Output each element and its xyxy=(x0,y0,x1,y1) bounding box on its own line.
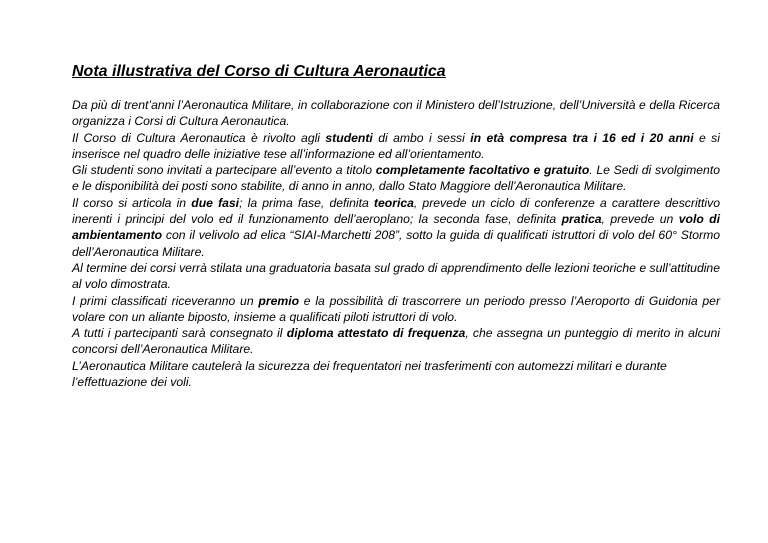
highlight-diploma: diploma attestato di frequenza xyxy=(286,326,466,341)
paragraph-text: ; la prima fase, definita xyxy=(239,195,374,210)
paragraph-text: e si inserisce nel quadro delle iniziative tese all’informazione ed all’orientamento. xyxy=(72,130,720,161)
paragraph-text: , prevede un xyxy=(601,212,679,227)
paragraph-text: A tutti i partecipanti sarà consegnato il xyxy=(72,326,287,341)
document-title: Nota illustrativa del Corso di Cultura Aeronautica xyxy=(72,63,446,80)
paragraph-text: Da più di trent’anni l’Aeronautica Militare, in collaborazione con il Ministero dell’Istruzione, dell’Università e della Ricerca organizza i Corsi di Cultura Aeronautica. xyxy=(72,98,720,129)
paragraph-text: I primi classificati riceveranno un xyxy=(72,293,259,308)
highlight-prize: premio xyxy=(258,293,300,308)
paragraph-ranking xyxy=(72,260,720,293)
paragraph-participation xyxy=(72,162,720,195)
paragraph-safety xyxy=(72,358,720,391)
highlight-studenti: studenti xyxy=(325,130,373,145)
paragraph-text: Al termine dei corsi verrà stilata una graduatoria basata sul grado di apprendimento delle lezioni teoriche e sull’attitudine al volo dimostrata. xyxy=(72,260,720,292)
paragraph-intro xyxy=(72,97,720,130)
highlight-two-phases: due fasi xyxy=(191,195,240,210)
paragraph-target-students xyxy=(72,130,720,163)
paragraph-text: Il corso si articola in xyxy=(72,195,192,210)
paragraph-text: con il velivolo ad elica “SIAI-Marchetti 208”, sotto la guida di qualificati istruttori di volo del 60° Stormo dell’Aeronautica Militare. xyxy=(72,228,720,259)
paragraph-diploma xyxy=(72,325,720,358)
paragraph-text: e la possibilità di trascorrere un periodo presso l’Aeroporto di Guidonia per volare con un aliante biposto, insieme a qualificati piloti istruttori di volo. xyxy=(72,293,721,324)
paragraph-prize xyxy=(72,293,720,326)
paragraph-text: Gli studenti sono invitati a partecipare all’evento a titolo xyxy=(72,163,376,178)
paragraph-course-phases xyxy=(72,195,720,260)
paragraph-text: . Le Sedi di svolgimento e le disponibilità dei posti sono stabilite, di anno in anno, dallo Stato Maggiore dell'Aeronautica Militare. xyxy=(72,163,720,194)
paragraph-text: di ambo i sessi xyxy=(372,130,471,145)
highlight-flight: volo di ambientamento xyxy=(72,212,720,243)
highlight-theory: teorica xyxy=(373,195,414,210)
paragraph-text: , prevede un ciclo di conferenze a carattere descrittivo inerenti i principi del volo ed il funzionamento dell’aeroplano; la seconda fase, definita xyxy=(72,195,721,227)
highlight-free-optional: completamente facoltativo e gratuito xyxy=(375,163,590,178)
highlight-practice: pratica xyxy=(561,212,602,227)
highlight-age-range: in età compresa tra i 16 ed i 20 anni xyxy=(470,130,694,145)
paragraph-text: L’Aeronautica Militare cautelerà la sicurezza dei frequentatori nei trasferimenti con automezzi militari e durante l’effettuazione dei voli. xyxy=(72,358,667,390)
document-body xyxy=(72,97,720,390)
paragraph-text: , che assegna un punteggio di merito in alcuni concorsi dell’Aeronautica Militare. xyxy=(72,326,720,357)
paragraph-text: Il Corso di Cultura Aeronautica è rivolto agli xyxy=(72,130,326,145)
